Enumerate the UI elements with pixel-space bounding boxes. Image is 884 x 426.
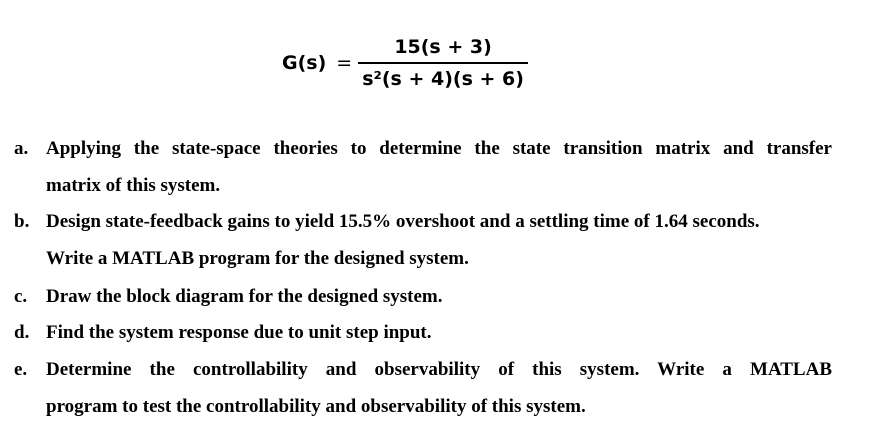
item-text-line: Design state-feedback gains to yield 15.5% overshoot and a settling time of 1.64 seconds. [46,211,760,232]
equals-sign: = [336,52,353,74]
item-marker: c. [14,286,28,307]
item-marker: a. [14,138,29,159]
item-text-line: Applying the state-space theories to determine the state transition matrix and transfer [46,138,832,159]
transfer-function-fraction [358,36,528,90]
item-marker: b. [14,211,30,232]
item-marker: e. [14,359,28,380]
item-text-line: Write a MATLAB program for the designed system. [46,248,469,269]
item-text-line: Draw the block diagram for the designed system. [46,286,443,307]
item-text-line: matrix of this system. [46,175,221,196]
item-text-line: program to test the controllability and observability of this system. [46,396,586,417]
equation-lhs: G(s) [282,52,327,74]
item-marker: d. [14,322,30,343]
item-text-line: Determine the controllability and observability of this system. Write a MATLAB [46,359,832,380]
item-text-line: Find the system response due to unit step input. [46,322,432,343]
fraction-numerator: 15(s + 3) [394,36,492,59]
transfer-function-equation [282,28,528,98]
fraction-denominator: s²(s + 4)(s + 6) [362,67,524,90]
